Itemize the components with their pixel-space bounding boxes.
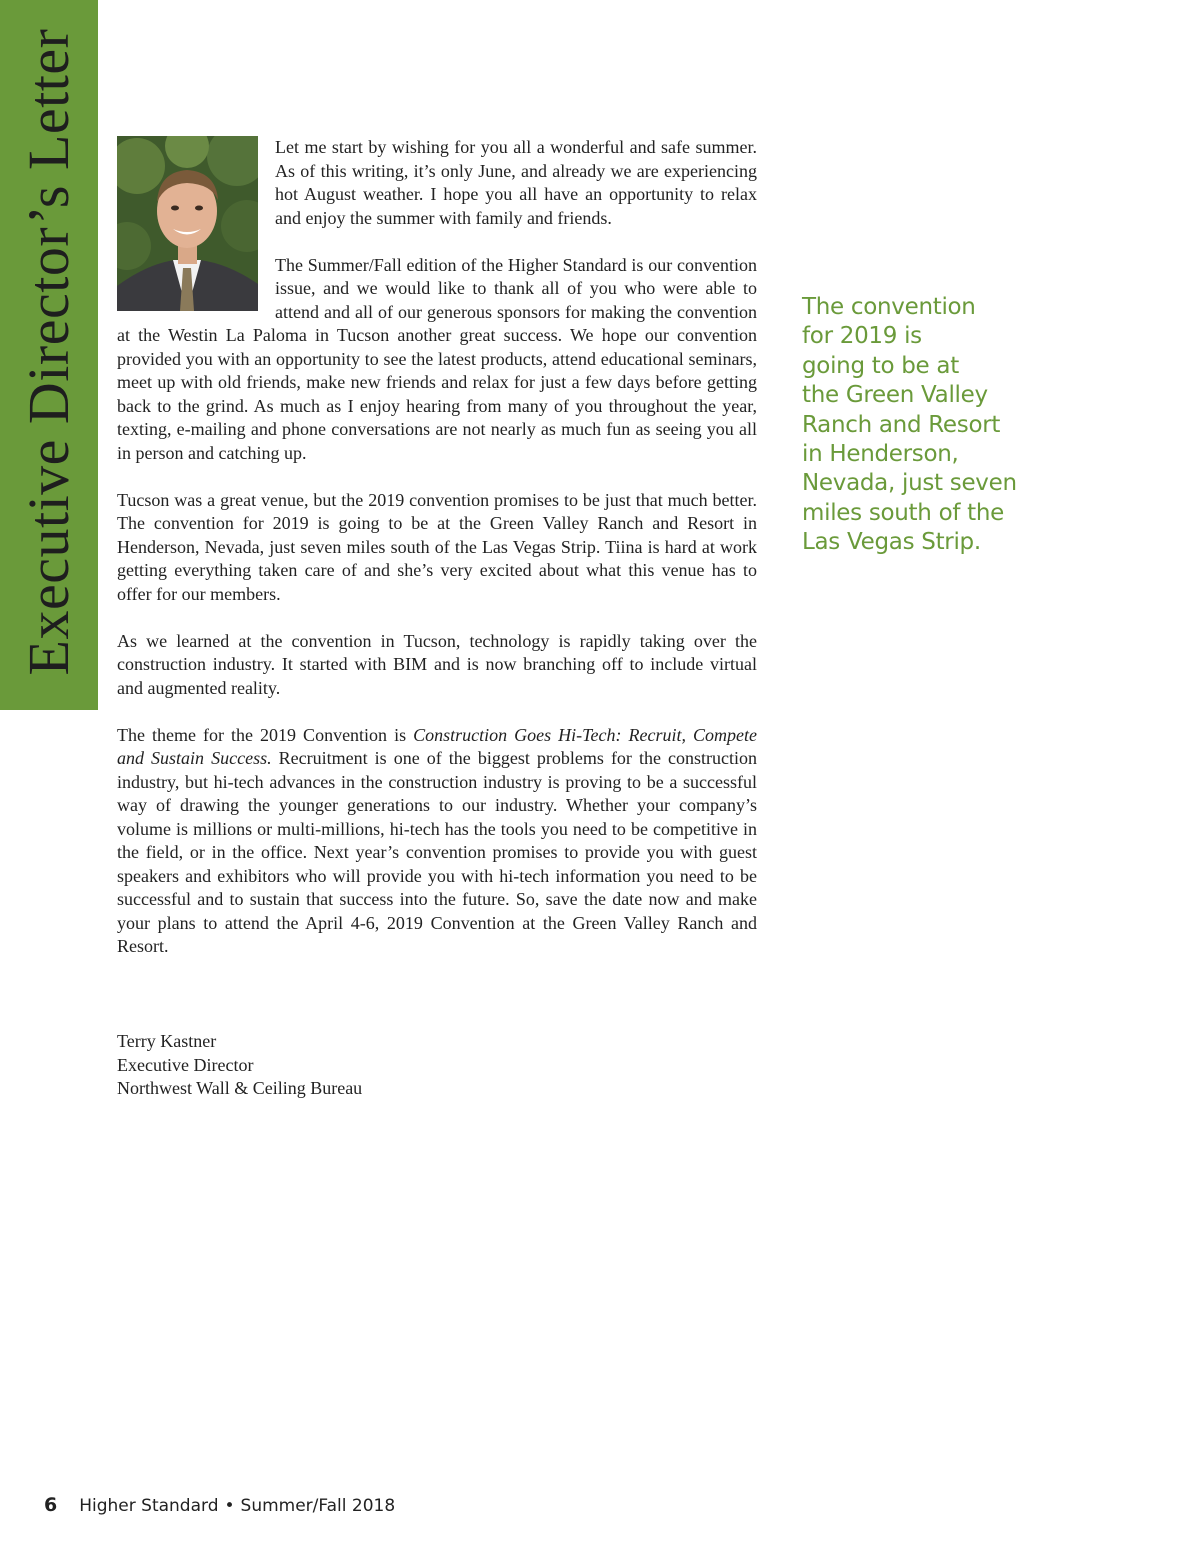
pull-quote-line: miles south of the — [802, 499, 1004, 526]
paragraph-5 — [117, 724, 757, 959]
paragraph-5-rest: Recruitment is one of the biggest problems for the construction industry, but hi-tech advances in the construction industry is proving to be a successful way of drawing the younger generations to our industry. Whether your company’s volume is millions or multi-millions, hi-tech has the tools you need to be competitive in the field, or in the office. Next year’s convention promises to provide you with guest speakers and exhibitors who will provide you with hi-tech information you need to be successful and to sustain that success into the future. So, save the date now and make your plans to attend the April 4-6, 2019 Convention at the Green Valley Ranch and Resort. — [117, 748, 757, 956]
pull-quote-line: Las Vegas Strip. — [802, 529, 981, 556]
publication-name: Higher Standard — [79, 1496, 219, 1516]
pull-quote-line: the Green Valley — [802, 382, 988, 409]
pull-quote-line: Ranch and Resort — [802, 411, 1001, 438]
signer-name: Terry Kastner — [117, 1031, 217, 1051]
convention-theme: Construction Goes Hi-Tech: Recruit, Compete and Sustain Success. — [117, 724, 757, 768]
side-band — [0, 0, 98, 710]
signer-organization: Northwest Wall & Ceiling Bureau — [117, 1078, 363, 1098]
pull-quote-line: for 2019 is — [802, 323, 922, 350]
paragraph-3: Tucson was a great venue, but the 2019 convention promises to be just that much better. The convention for 2019 is going to be at the Green Valley Ranch and Resort in Henderson, Nevada, just seven miles south of the Las Vegas Strip. Tiina is hard at work getting everything taken care of and she’s very excited about what this venue has to offer for our members. — [117, 489, 757, 604]
paragraph-2: The Summer/Fall edition of the Higher Standard is our convention issue, and we would like to thank all of you who were able to attend and all of our generous sponsors for making the convention at the Westin La Paloma in Tucson another great success. We hope our convention provided you with an opportunity to see the latest products, attend educational seminars, meet up with old friends, make new friends and relax for just a few days before getting back to the grind. As much as I enjoy hearing from many of you throughout the year, texting, e-mailing and phone conversations are not nearly as much fun as seeing you all in person and catching up. — [117, 254, 757, 463]
page-footer — [44, 1494, 395, 1516]
paragraph-4: As we learned at the convention in Tucson, technology is rapidly taking over the construction industry. It started with BIM and is now branching off to include virtual and augmented reality. — [117, 630, 757, 698]
pull-quote-line: Nevada, just seven — [802, 470, 1017, 497]
bullet-separator: • — [224, 1496, 235, 1516]
issue-name: Summer/Fall 2018 — [240, 1496, 396, 1516]
pull-quote — [802, 293, 1017, 558]
pull-quote-line: going to be at — [802, 352, 959, 379]
portrait-photo-icon — [117, 136, 258, 311]
signer-title: Executive Director — [117, 1054, 254, 1075]
paragraph-1: Let me start by wishing for you all a wonderful and safe summer. As of this writing, it’s only June, and already we are experiencing hot August weather. I hope you all have an opportunity to relax and enjoy the summer with family and friends. — [275, 137, 757, 228]
paragraph-5-start: The theme for the 2019 Convention is — [117, 724, 414, 745]
page-number: 6 — [44, 1494, 58, 1516]
pull-quote-line: in Henderson, — [802, 441, 959, 468]
section-title: Executive Director’s Letter — [16, 28, 81, 676]
signature-block — [117, 1030, 362, 1101]
letter-body — [117, 136, 757, 982]
pull-quote-line: The convention — [802, 294, 976, 320]
